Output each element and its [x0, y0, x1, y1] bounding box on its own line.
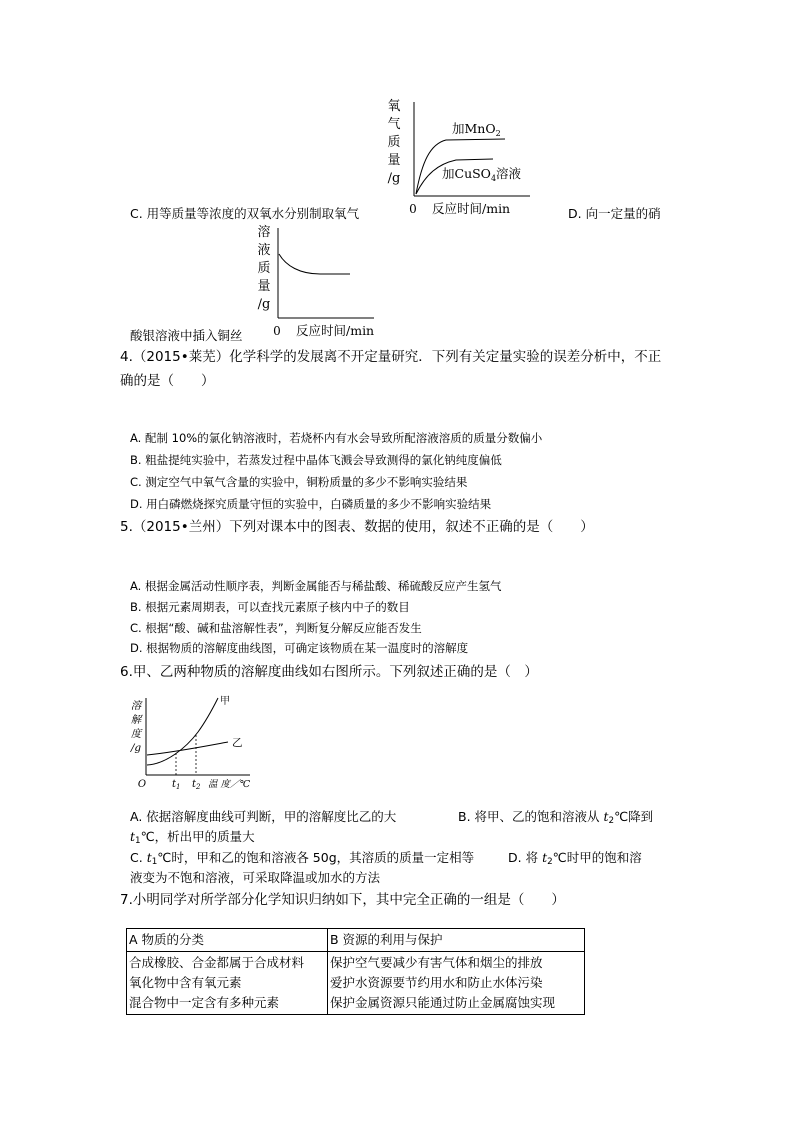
- solution-mass-chart: [244, 218, 394, 344]
- table-cell-line: 爱护水资源要节约用水和防止水体污染: [330, 975, 543, 990]
- oxygen-x-label: 反应时间/min: [432, 201, 511, 216]
- svg-text:质: 质: [387, 135, 401, 150]
- svg-text:量: 量: [387, 153, 401, 168]
- oxygen-series-cuso4-label: 加CuSO$_4$溶液: [442, 166, 522, 183]
- table-cell-line: 氧化物中含有氧元素: [129, 975, 242, 990]
- question-6-option-d: D. 将 $t_2℃$时甲的饱和溶: [508, 850, 642, 867]
- solubility-chart: [126, 690, 256, 796]
- table-header-b: B 资源的利用与保护: [328, 929, 585, 952]
- question-6-stem: 6.甲、乙两种物质的溶解度曲线如右图所示。下列叙述正确的是（ ）: [120, 664, 538, 680]
- oxygen-origin: 0: [409, 202, 417, 216]
- svg-text:溶: 溶: [257, 225, 271, 240]
- solubility-x-label: 温 度／℃: [208, 779, 251, 790]
- question-4-stem-continued: 确的是（ ）: [120, 373, 215, 389]
- table-cell-line: 合成橡胶、合金都属于合成材料: [129, 955, 305, 970]
- question-4-option-b: B. 粗盐提纯实验中，若蒸发过程中晶体飞溅会导致测得的氯化钠纯度偏低: [130, 453, 502, 467]
- table-cell-b: [328, 952, 585, 1015]
- svg-text:/g: /g: [387, 171, 401, 186]
- option-d-text: D. 向一定量的硝: [568, 206, 661, 221]
- svg-text:/g: /g: [257, 297, 271, 312]
- question-6-option-b: B. 将甲、乙的饱和溶液从 $t_2℃$降到: [458, 809, 654, 826]
- question-6-option-c: C. $t_1℃$时，甲和乙的饱和溶液各 50g，其溶质的质量一定相等: [130, 850, 475, 867]
- option-d-text-continued: 酸银溶液中插入铜丝: [130, 328, 243, 343]
- solution-y-label: [257, 224, 270, 312]
- table-cell-line: 保护金属资源只能通过防止金属腐蚀实现: [330, 995, 556, 1010]
- svg-text:解: 解: [130, 714, 142, 726]
- knowledge-table: [126, 928, 585, 1015]
- solubility-series-jia: [147, 698, 218, 765]
- question-5-option-b: B. 根据元素周期表，可以查找元素原子核内中子的数目: [130, 600, 410, 614]
- svg-text:质: 质: [257, 261, 271, 276]
- oxygen-mass-chart: [380, 92, 540, 222]
- solubility-t1-label: $t_1$: [172, 779, 181, 791]
- solubility-t2-label: $t_2$: [192, 779, 201, 791]
- svg-text:度: 度: [130, 728, 142, 740]
- question-4-option-a: A. 配制 10%的氯化钠溶液时，若烧杯内有水会导致所配溶液溶质的质量分数偏小: [130, 431, 543, 445]
- table-row: [127, 952, 585, 1015]
- solubility-jia-label: 甲: [220, 696, 230, 707]
- table-cell-line: 保护空气要减少有害气体和烟尘的排放: [330, 955, 543, 970]
- question-5-option-d: D. 根据物质的溶解度曲线图，可确定该物质在某一温度时的溶解度: [130, 641, 469, 655]
- option-c-text: C. 用等质量等浓度的双氧水分别制取氧气: [130, 206, 360, 221]
- solubility-yi-label: 乙: [232, 737, 243, 749]
- solution-series: [279, 254, 350, 274]
- oxygen-y-label: [387, 99, 400, 186]
- question-5-option-a: A. 根据金属活动性顺序表，判断金属能否与稀盐酸、稀硫酸反应产生氢气: [130, 579, 502, 593]
- svg-text:液: 液: [257, 243, 271, 258]
- svg-text:气: 气: [387, 117, 401, 132]
- question-6-option-a: A. 依据溶解度曲线可判断，甲的溶解度比乙的大: [130, 809, 397, 824]
- table-cell-a: [127, 952, 328, 1015]
- question-6-option-b-continued: $t_1℃$，析出甲的质量大: [130, 829, 255, 846]
- question-4-option-c: C. 测定空气中氧气含量的实验中，铜粉质量的多少不影响实验结果: [130, 475, 468, 489]
- table-header-row: [127, 929, 585, 952]
- table-header-a: A 物质的分类: [127, 929, 328, 952]
- question-4-option-d: D. 用白磷燃烧探究质量守恒的实验中，白磷质量的多少不影响实验结果: [130, 497, 492, 511]
- svg-text:氧: 氧: [387, 99, 401, 114]
- svg-text:量: 量: [257, 279, 271, 294]
- table-cell-line: 混合物中一定含有多种元素: [129, 995, 280, 1010]
- svg-text:溶: 溶: [130, 700, 142, 712]
- question-5-option-c: C. 根据“酸、碱和盐溶解性表”，判断复分解反应能否发生: [130, 621, 422, 635]
- question-7-stem: 7.小明同学对所学部分化学知识归纳如下，其中完全正确的一组是（ ）: [120, 892, 565, 908]
- question-6-option-d-continued: 液变为不饱和溶液，可采取降温或加水的方法: [130, 870, 381, 885]
- solution-x-label: 反应时间/min: [296, 323, 375, 338]
- question-4-stem: 4.（2015•莱芜）化学科学的发展离不开定量研究．下列有关定量实验的误差分析中，不正: [120, 349, 662, 365]
- svg-text:/g: /g: [130, 742, 142, 754]
- oxygen-series-mno2-label: 加MnO$_2$: [452, 121, 501, 138]
- solution-origin: 0: [273, 324, 281, 338]
- solubility-y-label: [130, 700, 144, 754]
- solubility-origin: O: [137, 779, 147, 790]
- question-5-stem: 5.（2015•兰州）下列对课本中的图表、数据的使用，叙述不正确的是（ ）: [120, 519, 594, 535]
